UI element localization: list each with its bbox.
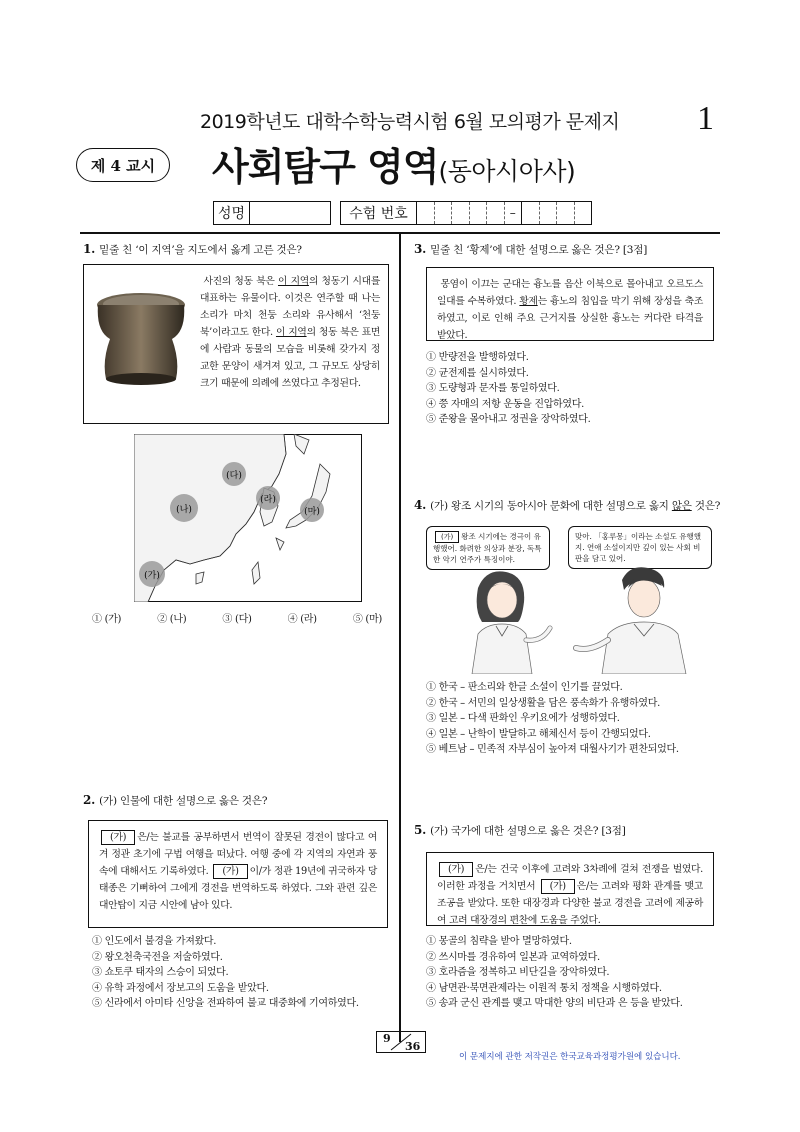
question-text: (가) 인물에 대한 설명으로 옳은 것은? — [99, 795, 268, 807]
section-title-sub: (동아시아사) — [438, 157, 576, 186]
exam-digit-cell — [417, 202, 435, 224]
option[interactable]: ④ 유학 과정에서 장보고의 도움을 받았다. — [92, 982, 269, 994]
option[interactable]: ② 쓰시마를 경유하여 일본과 교역하였다. — [426, 951, 600, 963]
option[interactable]: ③ 도량형과 문자를 통일하였다. — [426, 383, 560, 394]
map-label-da: (다) — [226, 471, 242, 481]
option[interactable]: ① 반량전을 발행하였다. — [426, 352, 529, 363]
passage-part: 의 청동기 시대를 대표하는 유물이다. 이것은 연주할 때 나는 소리가 마치 천둥 소리와 유사해서 ‘천둥 북’이라고도 한다. — [200, 276, 380, 338]
ga-blank: (가) — [541, 879, 575, 894]
exam-digit-cell — [452, 202, 470, 224]
underlined-region: 이 지역 — [277, 276, 309, 287]
page-current: 9 — [383, 1032, 391, 1045]
option[interactable]: ② 한국 – 서민의 일상생활을 담은 풍속화가 유행하였다. — [426, 697, 660, 709]
page-counter — [376, 1031, 426, 1053]
option[interactable]: ① (가) — [92, 614, 122, 625]
ga-blank: (가) — [213, 864, 247, 879]
option[interactable]: ② 균전제를 실시하였다. — [426, 367, 529, 379]
option[interactable]: ④ 쯩 자매의 저항 운동을 진압하였다. — [426, 398, 585, 410]
name-field — [213, 201, 331, 225]
east-asia-map — [134, 434, 362, 602]
option[interactable]: ⑤ 신라에서 아미타 신앙을 전파하여 불교 대중화에 기여하였다. — [92, 998, 359, 1009]
option[interactable]: ② 왕오천축국전을 저술하였다. — [92, 951, 223, 963]
option[interactable]: ⑤ 베트남 – 민족적 자부심이 높아져 대월사기가 편찬되었다. — [426, 744, 679, 755]
exam-title: 2019학년도 대학수학능력시험 6월 모의평가 문제지 — [200, 111, 620, 133]
q3-options — [426, 350, 591, 428]
bronze-drum-image — [96, 291, 186, 387]
question-number: 2. — [83, 793, 96, 807]
question-text: 밑줄 친 ‘이 지역’을 지도에서 옳게 고른 것은? — [99, 244, 302, 256]
section-title — [212, 136, 575, 191]
exam-digit-cell — [557, 202, 575, 224]
q2-passage-box — [88, 820, 388, 928]
question-4 — [414, 498, 720, 513]
exam-digit-cell — [575, 202, 592, 224]
exam-digit-dash: – — [505, 202, 523, 224]
page-number: 1 — [697, 100, 714, 137]
option[interactable]: ③ (다) — [222, 614, 252, 625]
question-1 — [83, 242, 302, 257]
exam-digit-cell — [435, 202, 453, 224]
period-badge: 제 4 교시 — [76, 148, 170, 182]
q1-options — [92, 612, 382, 628]
ga-blank: (가) — [439, 862, 473, 877]
question-text: 것은? — [691, 500, 721, 512]
exam-digit-cell — [487, 202, 505, 224]
q5-passage-box — [426, 852, 714, 926]
passage-part: 은/는 고려와 평화 관계를 맺고 조공을 받았다. 또한 대장경과 다양한 불교 경전을 고려에 제공하여 고려 대장경의 편찬에 도움을 주었다. — [437, 881, 703, 926]
map-label-ma: (마) — [304, 507, 320, 517]
q1-passage-text — [200, 273, 380, 392]
exam-number-label: 수험 번호 — [341, 202, 417, 224]
option[interactable]: ③ 호라즘을 정복하고 비단길을 장악하였다. — [426, 967, 610, 978]
map-label-ra: (라) — [260, 495, 276, 505]
section-title-main: 사회탐구 영역 — [212, 145, 439, 189]
name-blank — [250, 202, 330, 224]
option[interactable]: ① 몽골의 침략을 받아 멸망하였다. — [426, 936, 572, 947]
option[interactable]: ⑤ 송과 군신 관계를 맺고 막대한 양의 비단과 은 등을 받았다. — [426, 998, 683, 1009]
option[interactable]: ④ 일본 – 난학이 발달하고 해체신서 등이 간행되었다. — [426, 728, 651, 740]
option[interactable]: ② (나) — [157, 614, 187, 625]
ga-blank: (가) — [435, 531, 459, 543]
passage-part: 이/가 정관 19년에 귀국하자 당 태종은 기뻐하여 그에게 경전을 번역하도록 하였다. 그와 관련 깊은 대안탑이 지금 시안에 남아 있다. — [99, 866, 377, 911]
question-2 — [83, 793, 267, 808]
passage-part: 은/는 불교를 공부하면서 번역이 잘못된 경전이 많다고 여겨 정관 초기에 구법 여행을 떠났다. 여행 중에 각 지역의 자연과 풍속에 대해서도 기록하였다. — [99, 832, 377, 877]
passage-part: 의 청동 북은 표면에 사람과 동물의 모습을 비롯해 갖가지 정교한 문양이 새겨져 있고, 그 규모도 상당히 크기 때문에 의례에 쓰였다고 추정된다. — [200, 327, 380, 389]
q1-passage-box — [83, 264, 389, 424]
q2-options — [92, 934, 359, 1012]
underlined-term: 않은 — [671, 500, 692, 512]
q4-options — [426, 680, 679, 758]
question-text: (가) 국가에 대한 설명으로 옳은 것은? [3점] — [430, 825, 626, 837]
question-text: 밑줄 친 ‘황제’에 대한 설명으로 옳은 것은? [3점] — [430, 244, 648, 256]
speech-bubble-left — [426, 526, 550, 570]
option[interactable]: ① 한국 – 판소리와 한글 소설이 인기를 끌었다. — [426, 682, 623, 693]
question-number: 5. — [414, 823, 427, 837]
question-text: (가) 왕조 시기의 동아시아 문화에 대한 설명으로 옳지 — [430, 500, 672, 512]
question-number: 1. — [83, 242, 96, 256]
speech-bubble-right: 맞아. 「홍루몽」이라는 소설도 유행했지. 연애 소설이지만 깊이 있는 사회 비판을 담고 있어. — [568, 526, 712, 569]
passage-part: 는 흉노의 침입을 막기 위해 장성을 축조하였고, 이로 인해 주요 근거지를 상실한 흉노는 커다란 타격을 받았다. — [437, 296, 703, 341]
q4-illustration — [426, 522, 714, 672]
name-label: 성명 — [214, 202, 250, 224]
passage-part: 사진의 청동 북은 — [203, 276, 278, 287]
q5-options — [426, 934, 683, 1012]
question-5 — [414, 823, 626, 838]
passage-part: 은/는 건국 이후에 고려와 3차례에 걸쳐 전쟁을 벌였다. 이러한 과정을 거치면서 — [437, 864, 703, 892]
question-3 — [414, 242, 647, 257]
option[interactable]: ④ 남면관·북면관제라는 이원적 통치 정책을 시행하였다. — [426, 982, 662, 994]
question-number: 4. — [414, 498, 427, 512]
copyright-notice: 이 문제지에 관한 저작권은 한국교육과정평가원에 있습니다. — [459, 1052, 681, 1062]
exam-digit-cell — [470, 202, 488, 224]
underlined-term: 황제 — [519, 296, 538, 307]
exam-digit-cell — [522, 202, 540, 224]
page-total: 36 — [405, 1040, 421, 1053]
underlined-region: 이 지역 — [275, 327, 307, 338]
map-label-na: (나) — [176, 505, 192, 515]
map-label-ga: (가) — [144, 571, 160, 581]
ga-blank: (가) — [101, 830, 135, 845]
option[interactable]: ⑤ 준왕을 몰아내고 정권을 장악하였다. — [426, 414, 591, 425]
option[interactable]: ⑤ (마) — [352, 614, 382, 625]
question-number: 3. — [414, 242, 427, 256]
option[interactable]: ③ 일본 – 다색 판화인 우키요에가 성행하였다. — [426, 713, 620, 724]
exam-digit-cell — [540, 202, 558, 224]
option[interactable]: ④ (라) — [287, 614, 317, 625]
option[interactable]: ① 인도에서 불경을 가져왔다. — [92, 936, 217, 947]
column-divider — [399, 232, 401, 1042]
option[interactable]: ③ 쇼토쿠 태자의 스승이 되었다. — [92, 967, 229, 978]
students-illustration — [426, 566, 714, 674]
q3-passage-box — [426, 267, 714, 341]
exam-number-field — [340, 201, 592, 225]
bubble-text: 왕조 시기에는 경극이 유행했어. 화려한 의상과 분장, 독특한 악기 연주가 특징이야. — [433, 532, 542, 564]
passage-part: 몽염이 이끄는 군대는 흉노를 음산 이북으로 몰아내고 오르도스 일대를 수복하였다. — [437, 279, 703, 307]
